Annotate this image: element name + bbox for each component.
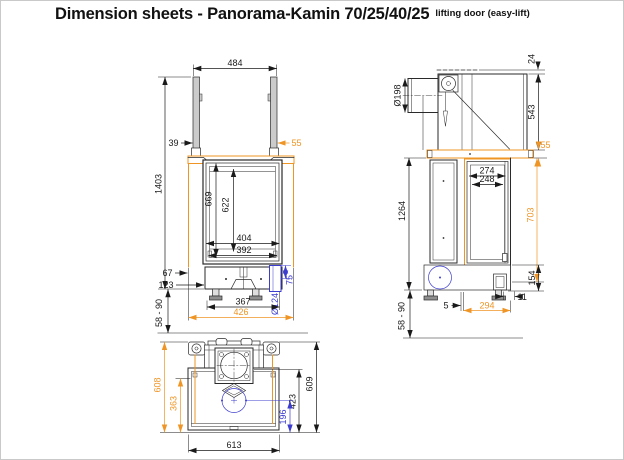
front-view (154, 58, 309, 333)
dim-side-base-height (508, 265, 544, 291)
dim-side-top-clearance-label: 24 (526, 53, 537, 65)
dim-front-top-width (193, 58, 276, 76)
dim-bottom-overall-width-label: 613 (226, 440, 242, 450)
rear-panel-side (430, 160, 457, 263)
dim-bottom-inner-width (169, 379, 191, 433)
dim-front-rail-right (278, 138, 302, 148)
adjustable-feet-side (424, 290, 506, 300)
dim-front-foot-range-label: 58 - 90 (154, 298, 164, 328)
dim-side-base-depth (464, 301, 511, 313)
dim-side-mantel-edge (534, 140, 551, 165)
dim-side-foot-inset-label: 11 (517, 292, 527, 302)
dim-side-flue-diameter-label: Ø198 (392, 84, 403, 107)
flue-collar-plate (215, 348, 253, 384)
dim-side-base-depth-label: 294 (479, 300, 495, 311)
dim-front-opening-height-label: 669 (203, 191, 214, 207)
dim-front-outlet-offset-label: 75 (284, 274, 295, 286)
dim-side-upper-height-label: 543 (526, 104, 537, 120)
dim-front-total-height-label: 1403 (153, 173, 164, 195)
dim-front-feet-spacing-label: 367 (235, 296, 251, 307)
side-flue-outlet-front (270, 266, 282, 292)
flue-pipe (403, 79, 442, 151)
dim-bottom-flue-axis-label: 423 (287, 393, 298, 410)
dim-side-glass-depth-label: 248 (479, 174, 495, 184)
dim-front-top-width-label: 484 (227, 58, 243, 68)
dim-side-mantel-edge-label: 55 (540, 140, 551, 150)
dim-front-glass-width-label: 392 (236, 245, 252, 255)
dim-side-opening-depth-label: 274 (479, 165, 495, 176)
pulley-bracket-left (189, 342, 206, 355)
dim-side-foot-range-label: 58 - 90 (396, 301, 407, 331)
dim-side-front-height (512, 159, 544, 286)
side-view (393, 54, 551, 338)
dim-front-rail-left (168, 138, 192, 148)
dim-front-plinth-height (158, 280, 204, 290)
dim-front-plinth-height-label: 123 (158, 280, 174, 290)
dim-side-base-height-label: 154 (527, 270, 537, 286)
dim-front-opening-width-label: 404 (236, 233, 252, 243)
dim-front-outlet-offset (281, 266, 295, 286)
dim-side-front-height-label: 703 (525, 207, 536, 223)
pulley-bracket-right (263, 342, 280, 355)
dim-side-rear-gap (443, 292, 463, 311)
dim-side-upper-height (527, 75, 546, 151)
dim-front-rail-right-label: 55 (291, 138, 302, 148)
dim-front-glass-height-label: 622 (220, 197, 231, 213)
dim-front-plinth-inset (162, 268, 187, 278)
dim-bottom-overall-depth-label: 609 (304, 376, 315, 392)
top-board-side (427, 150, 534, 158)
dim-front-outlet-diameter-label: Ø124 (270, 292, 280, 316)
dim-bottom-inner-width-label: 363 (168, 395, 179, 412)
page-title-suffix: lifting door (easy-lift) (435, 8, 530, 19)
lifting-door-rails (192, 77, 279, 157)
dim-side-body-height-label: 1264 (397, 200, 407, 222)
page-title-text: Dimension sheets - Panorama-Kamin 70/25/40/25 (55, 5, 430, 23)
dim-bottom-body-width-label: 608 (152, 377, 163, 393)
dim-bottom-body-width (153, 342, 189, 433)
dim-side-rear-gap-label: 5 (443, 300, 449, 311)
dim-front-plinth-inset-label: 67 (162, 268, 173, 278)
dim-front-rail-left-label: 39 (168, 138, 179, 148)
dim-bottom-overall-width (189, 435, 280, 453)
dim-side-body-height (397, 158, 426, 290)
bottom-view (153, 339, 321, 453)
dim-front-body-width-label: 426 (233, 307, 249, 317)
dim-front-foot-range (154, 289, 308, 333)
base-unit-side (424, 265, 511, 290)
dim-bottom-outlet-axis-label: 196 (278, 409, 288, 425)
